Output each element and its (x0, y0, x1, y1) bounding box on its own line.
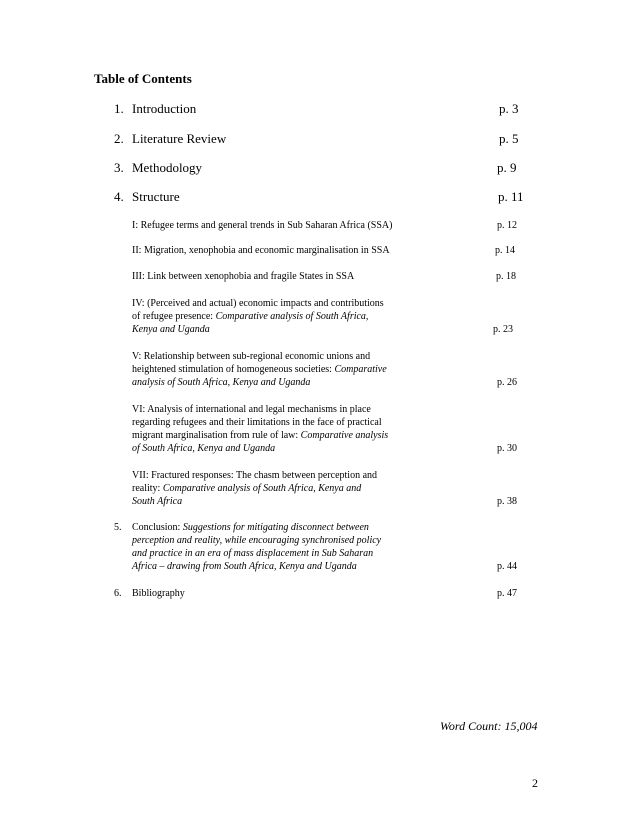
entry-number: 4. (114, 189, 124, 204)
entry-title: Introduction (132, 101, 197, 116)
entry-title: Methodology (132, 160, 203, 175)
section-page: p. 14 (495, 245, 515, 256)
section-line: of refugee presence: Comparative analysis of South Africa, (132, 311, 369, 322)
entry-number: 1. (114, 101, 124, 116)
page-number: 2 (532, 776, 538, 790)
section-line: I: Refugee terms and general trends in Sub Saharan Africa (SSA) (132, 220, 393, 231)
entry-line: and practice in an era of mass displacement in Sub Saharan (132, 548, 374, 559)
entry-title: Literature Review (132, 131, 227, 146)
section-page: p. 23 (493, 324, 513, 335)
entry-page: p. 9 (497, 160, 517, 175)
toc-section-ii (132, 244, 432, 257)
entry-number: 3. (114, 160, 124, 175)
section-line: VII: Fractured responses: The chasm between perception and (132, 470, 378, 481)
section-page: p. 30 (497, 443, 517, 454)
toc-section-iii (132, 270, 432, 283)
section-line: Kenya and Uganda (132, 324, 210, 335)
toc-section-vii (132, 469, 432, 508)
section-page: p. 26 (497, 377, 517, 388)
section-line: V: Relationship between sub-regional economic unions and (132, 351, 371, 362)
entry-page: p. 11 (498, 189, 524, 204)
section-line: IV: (Perceived and actual) economic impacts and contributions (132, 298, 384, 309)
toc-title: Table of Contents (94, 71, 192, 86)
section-line: South Africa (132, 496, 183, 507)
section-line: II: Migration, xenophobia and economic marginalisation in SSA (132, 245, 390, 256)
entry-page: p. 3 (499, 101, 519, 116)
section-line: reality: Comparative analysis of South Africa, Kenya and (132, 483, 362, 494)
section-page: p. 38 (497, 496, 517, 507)
toc-section-iv (132, 297, 432, 336)
section-line: VI: Analysis of international and legal mechanisms in place (132, 404, 371, 415)
entry-line: Africa – drawing from South Africa, Kenya and Uganda (132, 561, 357, 572)
word-count: Word Count: 15,004 (440, 719, 538, 733)
toc-section-v (132, 350, 432, 389)
toc-section-i (132, 219, 432, 232)
entry-title: Bibliography (132, 588, 185, 599)
section-line: regarding refugees and their limitations in the face of practical (132, 417, 382, 428)
section-page: p. 12 (497, 220, 517, 231)
toc-section-vi (132, 403, 432, 455)
entry-title (132, 521, 442, 573)
section-line: analysis of South Africa, Kenya and Uganda (132, 377, 311, 388)
entry-number: 6. (114, 588, 122, 599)
section-page: p. 18 (496, 271, 516, 282)
entry-number: 5. (114, 522, 122, 533)
entry-number: 2. (114, 131, 124, 146)
entry-page: p. 5 (499, 131, 519, 146)
entry-page: p. 44 (497, 561, 517, 572)
section-line: of South Africa, Kenya and Uganda (132, 443, 276, 454)
section-line: heightened stimulation of homogeneous societies: Comparative (132, 364, 387, 375)
section-line: III: Link between xenophobia and fragile States in SSA (132, 271, 355, 282)
entry-line: perception and reality, while encouraging synchronised policy (132, 535, 382, 546)
section-line: migrant marginalisation from rule of law: Comparative analysis (132, 430, 389, 441)
entry-line: Conclusion: Suggestions for mitigating disconnect between (132, 522, 369, 533)
entry-title: Structure (132, 189, 180, 204)
entry-page: p. 47 (497, 588, 517, 599)
